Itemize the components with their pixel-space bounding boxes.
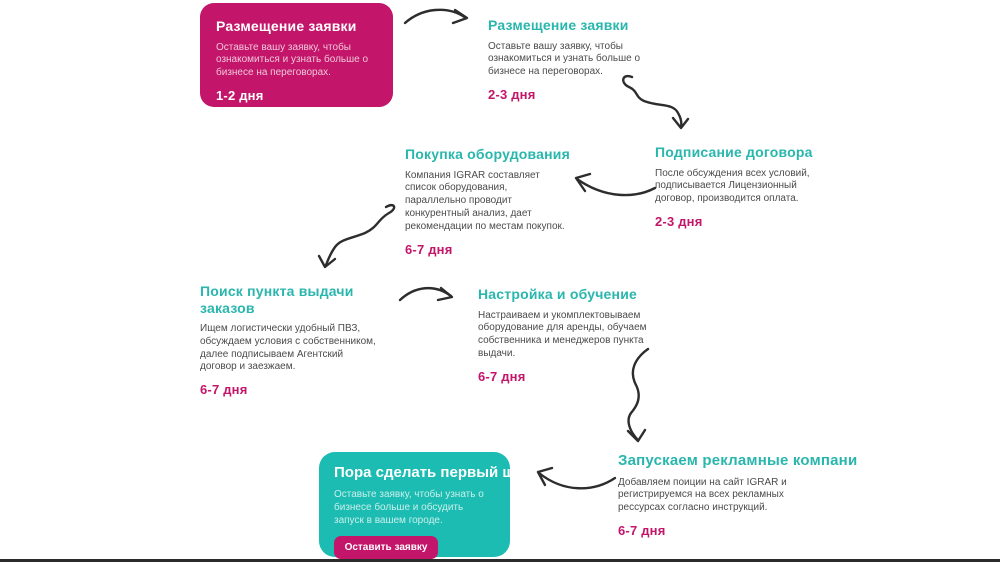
step-body: Ищем логистически удобный ПВЗ, обсуждаем условия с собственником, далее подписываем Агентский договор и заезжаем.: [200, 323, 376, 373]
step-equipment-purchase: [405, 146, 580, 257]
curved-arrow-step1-to-step2-icon: [402, 4, 476, 30]
step-ad-launch: [618, 452, 873, 538]
step-duration: 2-3 дня: [488, 86, 536, 102]
cta-card: [319, 452, 530, 557]
step-title: Размещение заявки: [216, 18, 357, 34]
step-title: Подписание договора: [655, 144, 813, 160]
curved-arrow-step2-to-step3-icon: [614, 70, 694, 134]
curved-arrow-step6-to-step7-icon: [606, 346, 662, 450]
cta-body: Оставьте заявку, чтобы узнать о бизнесе больше и обсудить запуск в вашем городе.: [334, 488, 484, 526]
step-body: Оставьте вашу заявку, чтобы ознакомиться и узнать больше о бизнесе на переговорах.: [488, 40, 641, 78]
step-contract-signing: [655, 144, 840, 229]
bottom-divider-bar: [0, 559, 1000, 562]
step-duration: 1-2 дня: [216, 87, 264, 103]
step-title: Покупка оборудования: [405, 146, 570, 162]
step-card-placement-1: [200, 3, 393, 107]
submit-request-button[interactable]: Оставить заявку: [334, 536, 438, 559]
curved-arrow-step3-to-step4-icon: [562, 165, 662, 201]
step-body: Добавляем поиции на сайт IGRAR и регистрируемся на всех рекламных рессурсах согласно инструкций.: [618, 476, 787, 514]
step-title: Размещение заявки: [488, 17, 629, 33]
cta-title: Пора сделать первый шаг: [334, 464, 530, 481]
step-title: Поиск пункта выдачи заказов: [200, 283, 354, 316]
step-body: Компания IGRAR составляет список оборудования, параллельно проводит конкурентный анализ, дает рекомендации по местам покупок.: [405, 169, 565, 232]
step-body: Настраиваем и укомплектовываем оборудование для аренды, обучаем собственника и менеджеров пункта выдачи.: [478, 309, 647, 359]
step-duration: 6-7 дня: [405, 241, 453, 257]
step-duration: 6-7 дня: [200, 382, 248, 398]
curved-arrow-step4-to-step5-icon: [312, 198, 402, 280]
curved-arrow-step5-to-step6-icon: [396, 281, 460, 307]
step-body: Оставьте вашу заявку, чтобы ознакомиться и узнать больше о бизнесе на переговорах.: [216, 41, 369, 79]
step-duration: 6-7 дня: [618, 523, 666, 539]
step-body: После обсуждения всех условий, подписывается Лицензионный договор, производится оплата.: [655, 167, 810, 205]
step-pickup-point-search: [200, 283, 385, 397]
step-title: Запускаем рекламные компани: [618, 452, 858, 469]
step-title: Настройка и обучение: [478, 286, 637, 302]
curved-arrow-step7-to-cta-icon: [526, 461, 620, 495]
step-duration: 6-7 дня: [478, 368, 526, 384]
step-duration: 2-3 дня: [655, 213, 703, 229]
